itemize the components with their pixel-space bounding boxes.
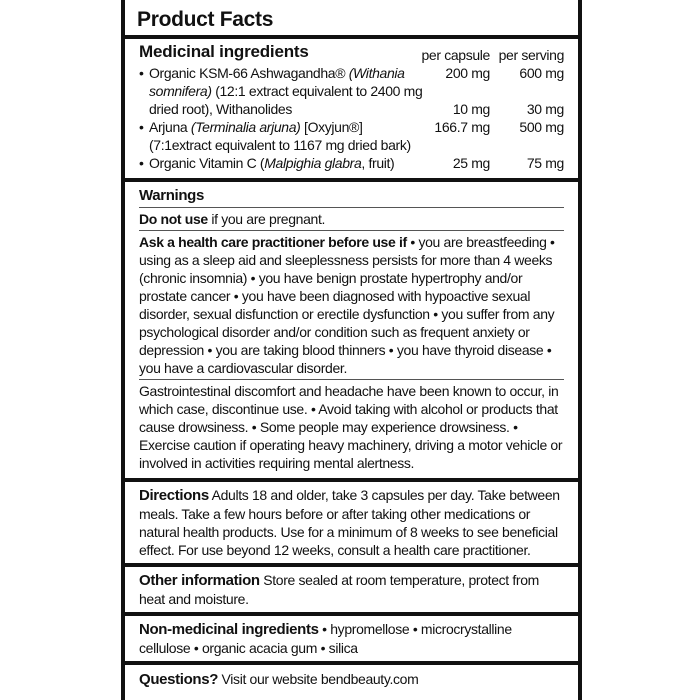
questions-text: Visit our website bendbeauty.com bbox=[218, 671, 419, 687]
other-information-text: Store sealed at room temperature, protect from heat and moisture. bbox=[139, 572, 539, 607]
ingredient-name: Organic Vitamin C ( bbox=[149, 155, 265, 171]
per-serving-value: 30 mg bbox=[526, 101, 564, 117]
label-title: Product Facts bbox=[125, 0, 578, 39]
ingredient-name: Organic KSM-66 Ashwagandha® bbox=[149, 65, 346, 81]
table-row bbox=[139, 82, 564, 100]
brand-name: [Oxyjun®] bbox=[304, 119, 363, 135]
ingredient-name: dried root), Withanolides bbox=[149, 101, 292, 117]
table-row bbox=[139, 118, 564, 136]
do-not-use-text: if you are pregnant. bbox=[207, 211, 326, 227]
non-medicinal-section bbox=[125, 616, 578, 665]
ingredient-detail: (12:1 extract equivalent to 2400 mg bbox=[215, 83, 423, 99]
directions-section bbox=[125, 482, 578, 567]
per-capsule-value: 10 mg bbox=[452, 101, 490, 117]
latin-name: (Withania bbox=[348, 65, 405, 81]
per-serving-value: 600 mg bbox=[519, 65, 564, 81]
per-capsule-value: 166.7 mg bbox=[434, 119, 490, 135]
col-per-capsule: per capsule bbox=[421, 47, 490, 63]
warnings-heading bbox=[139, 184, 564, 208]
bullet: • bbox=[139, 65, 144, 81]
ingredient-detail: , fruit) bbox=[361, 155, 395, 171]
non-medicinal-text: • hypromellose • microcrystalline cellulose • organic acacia gum • silica bbox=[139, 621, 512, 656]
non-medicinal-heading: Non-medicinal ingredients bbox=[139, 621, 319, 638]
other-warnings: Gastrointestinal discomfort and headache have been known to occur, in which case, discontinue use. • Avoid taking with alcohol or products that cause drowsiness. • Some people may experience drowsiness. • Exercise caution if operating heavy machinery, driving a motor vehicle or involved in activities requiring mental alertness. bbox=[139, 383, 563, 471]
questions-section bbox=[125, 665, 578, 693]
ingredient-detail: (7:1extract equivalent to 1167 mg dried bark) bbox=[149, 137, 411, 153]
do-not-use-label: Do not use bbox=[139, 211, 208, 227]
table-row bbox=[139, 154, 564, 172]
warnings-title: Warnings bbox=[139, 187, 204, 204]
table-row bbox=[139, 64, 564, 82]
per-serving-value: 500 mg bbox=[519, 119, 564, 135]
bullet: • bbox=[139, 155, 144, 171]
ingredients-heading: Medicinal ingredients bbox=[139, 42, 309, 61]
questions-heading: Questions? bbox=[139, 671, 219, 688]
bullet: • bbox=[139, 119, 144, 135]
ingredients-table bbox=[139, 43, 564, 172]
latin-name: somnifera) bbox=[149, 83, 212, 99]
table-row bbox=[139, 100, 564, 118]
ask-practitioner bbox=[139, 231, 564, 380]
table-row bbox=[139, 136, 564, 154]
other-information-heading: Other information bbox=[139, 572, 260, 589]
other-information-section bbox=[125, 567, 578, 616]
ask-practitioner-text: • you are breastfeeding • using as a sleep aid and sleeplessness persists for more than 4 weeks (chronic insomnia) • you have benign prostate hypertrophy and/or prostate cancer • you have been diagnosed with hypoactive sexual disorder, sexual disfunction or erectile dysfunction • you suffer from any psychological disorder and/or condition such as frequent anxiety or depression • you are taking blood thinners • you have thyroid disease • you have a cardiovascular disorder. bbox=[139, 234, 555, 376]
per-capsule-value: 25 mg bbox=[452, 155, 490, 171]
per-serving-value: 75 mg bbox=[526, 155, 564, 171]
ask-practitioner-label: Ask a health care practitioner before use if bbox=[139, 234, 407, 250]
warnings-section bbox=[125, 182, 578, 482]
do-not-use bbox=[139, 208, 564, 231]
latin-name: (Terminalia arjuna) bbox=[190, 119, 301, 135]
ingredient-name: Arjuna bbox=[149, 119, 188, 135]
ingredients-section bbox=[125, 39, 578, 182]
product-facts-label bbox=[121, 0, 582, 700]
latin-name: Malpighia glabra bbox=[264, 155, 362, 171]
directions-text: Adults 18 and older, take 3 capsules per day. Take between meals. Take a few hours before or after taking other medications or natural health products. Use for a minimum of 8 weeks to see beneficial effect. For use beyond 12 weeks, consult a health care practitioner. bbox=[139, 487, 560, 558]
col-per-serving: per serving bbox=[498, 47, 564, 63]
per-capsule-value: 200 mg bbox=[445, 65, 490, 81]
ingredients-header bbox=[139, 43, 564, 64]
directions-heading: Directions bbox=[139, 487, 209, 504]
